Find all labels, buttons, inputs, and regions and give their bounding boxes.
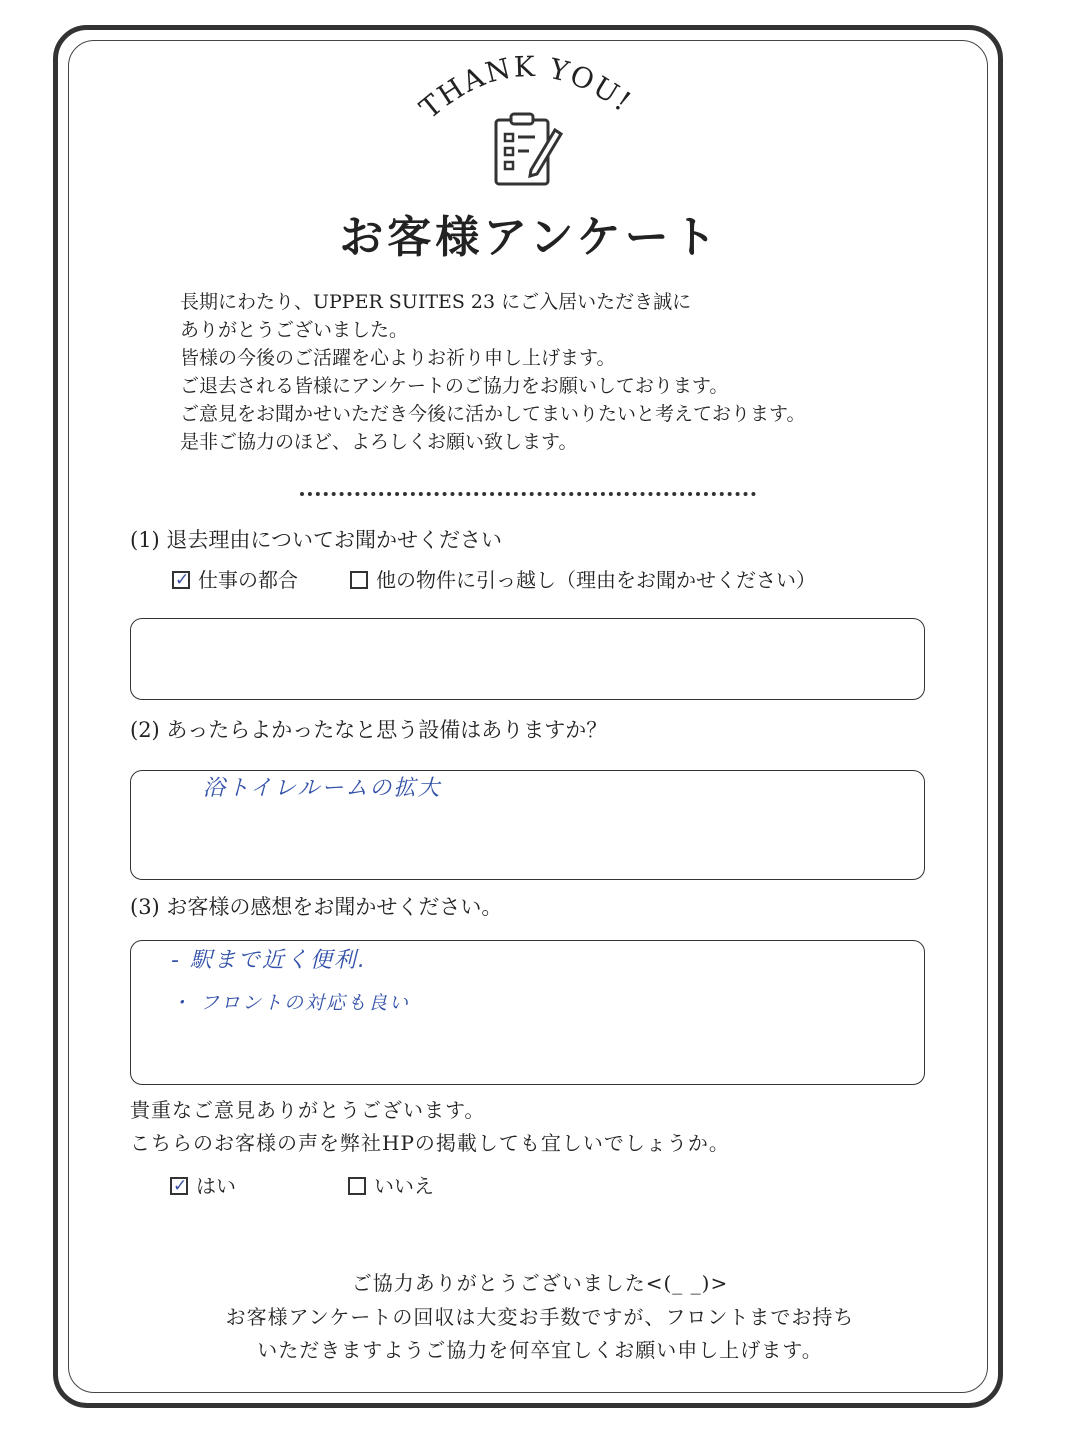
q1-option-moving[interactable] bbox=[350, 568, 816, 592]
intro-text bbox=[180, 288, 805, 456]
checkbox-unchecked[interactable] bbox=[348, 1177, 366, 1195]
q2-label: (2) あったらよかったなと思う設備はありますか？ bbox=[130, 718, 608, 742]
intro-line: ご意見をお聞かせいただき今後に活かしてまいりたいと考えております。 bbox=[180, 403, 806, 425]
q1-answer-box[interactable] bbox=[130, 618, 925, 700]
thanks-line: 貴重なご意見ありがとうございます。 bbox=[130, 1098, 486, 1122]
dotted-divider bbox=[300, 492, 756, 496]
publish-question: こちらのお客様の声を弊社HPの掲載しても宜しいでしょうか。 bbox=[130, 1131, 730, 1155]
clipboard-icon bbox=[493, 112, 563, 188]
q3-label: (3) お客様の感想をお聞かせください。 bbox=[130, 895, 503, 919]
q3-answer-box[interactable] bbox=[130, 940, 925, 1085]
q3-handwritten-line: - 駅まで近く便利. bbox=[171, 948, 367, 973]
q3-handwritten-line: ・ フロントの対応も良い bbox=[171, 992, 411, 1014]
intro-line: ありがとうございました。 bbox=[180, 319, 409, 341]
checkbox-checked[interactable] bbox=[170, 1177, 188, 1195]
intro-line: ご退去される皆様にアンケートのご協力をお願いしております。 bbox=[180, 375, 729, 397]
publish-no-option[interactable] bbox=[348, 1174, 434, 1198]
intro-line: 是非ご協力のほど、よろしくお願い致します。 bbox=[180, 431, 578, 453]
option-label: 仕事の都合 bbox=[198, 568, 298, 592]
option-label: いいえ bbox=[374, 1174, 434, 1198]
option-label: 他の物件に引っ越し（理由をお聞かせください） bbox=[376, 568, 816, 592]
closing-line: いただきますようご協力を何卒宜しくお願い申し上げます。 bbox=[257, 1338, 823, 1362]
checkbox-checked[interactable] bbox=[172, 571, 190, 589]
q2-handwritten-answer: 浴トイレルームの拡大 bbox=[203, 776, 442, 801]
checkbox-unchecked[interactable] bbox=[350, 571, 368, 589]
q1-label: (1) 退去理由についてお聞かせください bbox=[130, 528, 503, 552]
intro-line: 皆様の今後のご活躍を心よりお祈り申し上げます。 bbox=[180, 347, 616, 369]
closing-line: お客様アンケートの回収は大変お手数ですが、フロントまでお持ち bbox=[225, 1305, 855, 1329]
q2-answer-box[interactable] bbox=[130, 770, 925, 880]
page-title: お客様アンケート bbox=[339, 212, 721, 263]
intro-line: 長期にわたり、UPPER SUITES 23 にご入居いただき誠に bbox=[180, 291, 692, 313]
publish-yes-option[interactable] bbox=[170, 1174, 236, 1198]
closing-line: ご協力ありがとうございました<(_ _)> bbox=[351, 1271, 729, 1295]
q1-option-work[interactable] bbox=[172, 568, 298, 592]
option-label: はい bbox=[196, 1174, 236, 1198]
thank-you-text: THANK YOU! bbox=[413, 49, 639, 126]
